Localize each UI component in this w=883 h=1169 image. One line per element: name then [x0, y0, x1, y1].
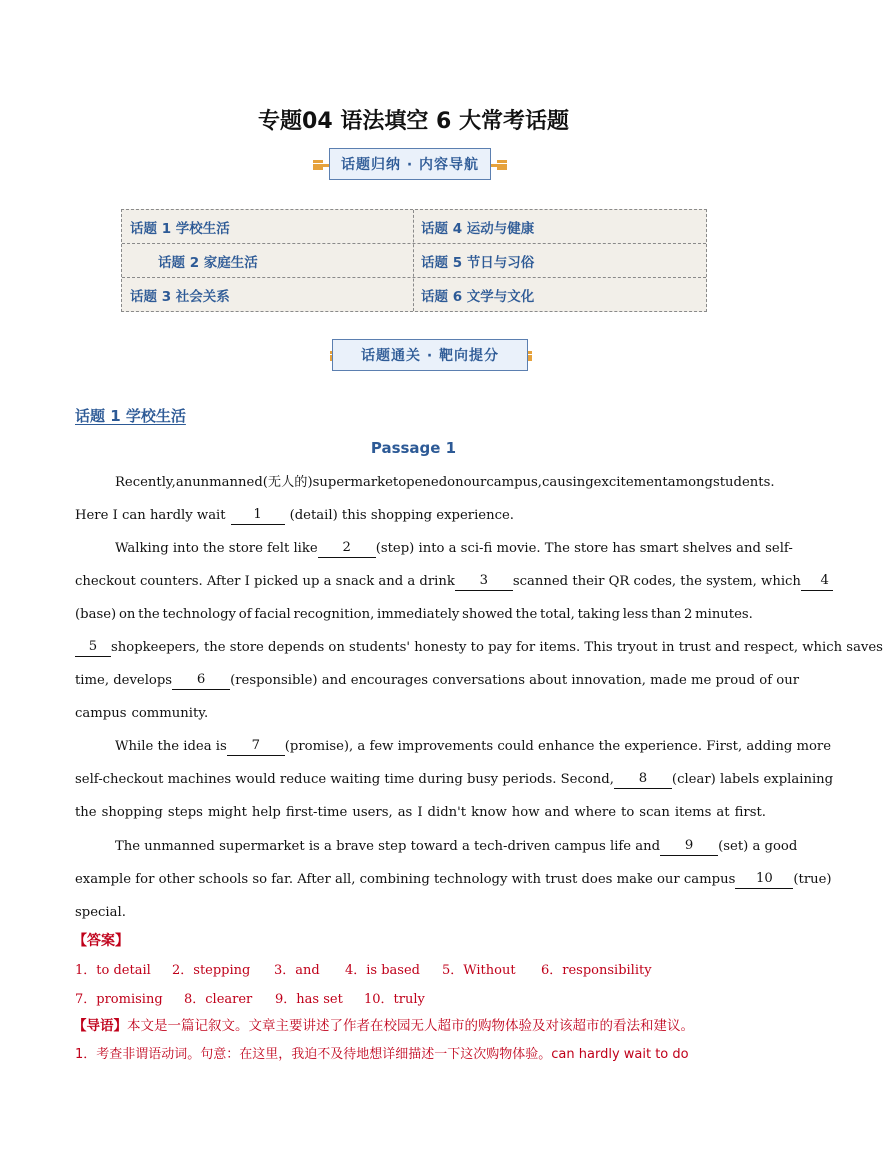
- word: to: [621, 805, 635, 820]
- word: minutes.: [695, 607, 753, 622]
- guide-text: 本文是一篇记叙文。文章主要讲述了作者在校园无人超市的购物体验及对该超市的看法和建议。: [127, 1018, 694, 1034]
- word: (base): [75, 607, 117, 622]
- word: among: [667, 475, 713, 490]
- word: our: [463, 475, 487, 490]
- toc-item-topic-6[interactable]: 话题 6 文学与文化: [421, 289, 535, 305]
- word: community.: [131, 706, 209, 721]
- toc-item-topic-2[interactable]: 话题 2 家庭生活: [158, 255, 258, 271]
- passage-line: time, develops 6 (responsible) and encourages conversations about innovation, made me proud of our: [75, 672, 800, 688]
- passage-line: 5 shopkeepers, the store depends on students' honesty to pay for items. This tryout in trust and respect, which saves: [75, 639, 753, 657]
- passage-line: While the idea is 7 (promise), a few improvements could enhance the experience. First, adding more: [115, 738, 832, 754]
- answer-item: 5．Without: [442, 963, 516, 978]
- word: total,: [540, 607, 575, 622]
- toc-item-topic-5[interactable]: 话题 5 节日与习俗: [421, 255, 535, 271]
- word: taking: [577, 607, 620, 622]
- passage-line: [115, 474, 775, 492]
- word: items: [674, 805, 712, 820]
- answer-item: 4．is based: [345, 963, 420, 978]
- word: campus,: [486, 475, 542, 490]
- banner-topic-practice-label: 话题通关 · 靶向提分: [332, 339, 528, 371]
- word: supermarket: [312, 475, 399, 490]
- word: campus: [75, 706, 127, 721]
- page-title: 专题04 语法填空 6 大常考话题: [258, 109, 569, 134]
- toc-item-topic-1[interactable]: 话题 1 学校生活: [130, 221, 230, 237]
- word: as: [397, 805, 413, 820]
- word: Recently,: [115, 475, 176, 490]
- word: know: [471, 805, 507, 820]
- banner-topic-summary: [309, 148, 511, 182]
- blank-9[interactable]: 9: [660, 838, 718, 856]
- word: opened: [398, 475, 448, 490]
- word: an: [175, 475, 193, 490]
- topic-table: [121, 209, 707, 312]
- answer-item: 10．truly: [364, 992, 425, 1007]
- word: on: [118, 607, 136, 622]
- word: at: [716, 805, 730, 820]
- word: students.: [712, 475, 775, 490]
- word: immediately: [377, 607, 460, 622]
- blank-7[interactable]: 7: [227, 738, 285, 756]
- word: excitement: [593, 475, 668, 490]
- answer-item: 3．and: [274, 963, 320, 978]
- word: how: [511, 805, 540, 820]
- passage-line: Here I can hardly wait 1 (detail) this shopping experience.: [75, 507, 514, 523]
- passage-title: Passage 1: [370, 439, 457, 457]
- word: unmanned: [192, 475, 263, 490]
- word: scan: [639, 805, 670, 820]
- word: and: [544, 805, 570, 820]
- word: recognition,: [293, 607, 375, 622]
- answer-item: 9．has set: [275, 992, 343, 1007]
- word: facial: [254, 607, 291, 622]
- blank-8[interactable]: 8: [614, 771, 672, 789]
- word: causing: [542, 475, 594, 490]
- banner-topic-summary-label: 话题归纳 · 内容导航: [329, 148, 491, 180]
- word: where: [574, 805, 617, 820]
- word: than: [651, 607, 682, 622]
- word: first.: [734, 805, 766, 820]
- word: (无人的): [262, 475, 313, 490]
- banner-topic-practice: [326, 339, 536, 373]
- passage-line: example for other schools so far. After all, combining technology with trust does make our campus 10 (true): [75, 871, 832, 887]
- passage-line: [75, 606, 753, 624]
- answers-row-2: [75, 988, 425, 1007]
- word: special.: [75, 905, 126, 920]
- word: might: [207, 805, 247, 820]
- blank-5[interactable]: 5: [75, 639, 111, 657]
- toc-item-topic-3[interactable]: 话题 3 社会关系: [130, 289, 230, 305]
- word: the: [138, 607, 160, 622]
- explanation-note-1: 1．考查非谓语动词。句意：在这里，我迫不及待地想详细描述一下这次购物体验。can hardly wait to do: [75, 1047, 689, 1062]
- toc-item-topic-4[interactable]: 话题 4 运动与健康: [421, 221, 535, 237]
- guide-paragraph: [73, 1014, 763, 1034]
- passage-line: The unmanned supermarket is a brave step toward a tech-driven campus life and 9 (set) a good: [115, 838, 798, 854]
- word: the: [75, 805, 97, 820]
- word: first-time: [285, 805, 348, 820]
- word: I: [417, 805, 423, 820]
- passage-line: checkout counters. After I picked up a snack and a drink 3 scanned their QR codes, the system, which 4: [75, 573, 753, 591]
- blank-6[interactable]: 6: [172, 672, 230, 690]
- word: the: [515, 607, 538, 622]
- word: didn't: [427, 805, 467, 820]
- answers-row-1: [75, 959, 652, 978]
- passage-line: [75, 804, 766, 822]
- answer-item: 8．clearer: [184, 992, 253, 1007]
- word: technology: [162, 607, 236, 622]
- answer-item: 7．promising: [75, 992, 163, 1007]
- blank-4[interactable]: 4: [801, 573, 833, 591]
- word: help: [251, 805, 281, 820]
- answer-item: 1．to detail: [75, 963, 151, 978]
- passage-line: Walking into the store felt like 2 (step) into a sci-fi movie. The store has smart shelves and self-: [115, 540, 793, 556]
- word: on: [447, 475, 464, 490]
- blank-10[interactable]: 10: [735, 871, 793, 889]
- blank-1[interactable]: 1: [231, 507, 285, 525]
- passage-line: [75, 904, 753, 922]
- word: shopping: [101, 805, 163, 820]
- section-heading-topic-1[interactable]: 话题 1 学校生活: [75, 407, 186, 425]
- passage-line: self-checkout machines would reduce waiting time during busy periods. Second, 8 (clear) labels explaining: [75, 771, 834, 787]
- word: 2: [683, 607, 693, 622]
- word: steps: [167, 805, 203, 820]
- answer-label: 【答案】: [73, 933, 129, 949]
- blank-3[interactable]: 3: [455, 573, 513, 591]
- blank-2[interactable]: 2: [318, 540, 376, 558]
- word: less: [622, 607, 649, 622]
- word: of: [238, 607, 252, 622]
- word: users,: [352, 805, 393, 820]
- word: showed: [462, 607, 513, 622]
- guide-label: 【导语】: [73, 1018, 127, 1034]
- answer-item: 6．responsibility: [541, 963, 652, 978]
- passage-line: [75, 705, 753, 723]
- answer-item: 2．stepping: [172, 963, 251, 978]
